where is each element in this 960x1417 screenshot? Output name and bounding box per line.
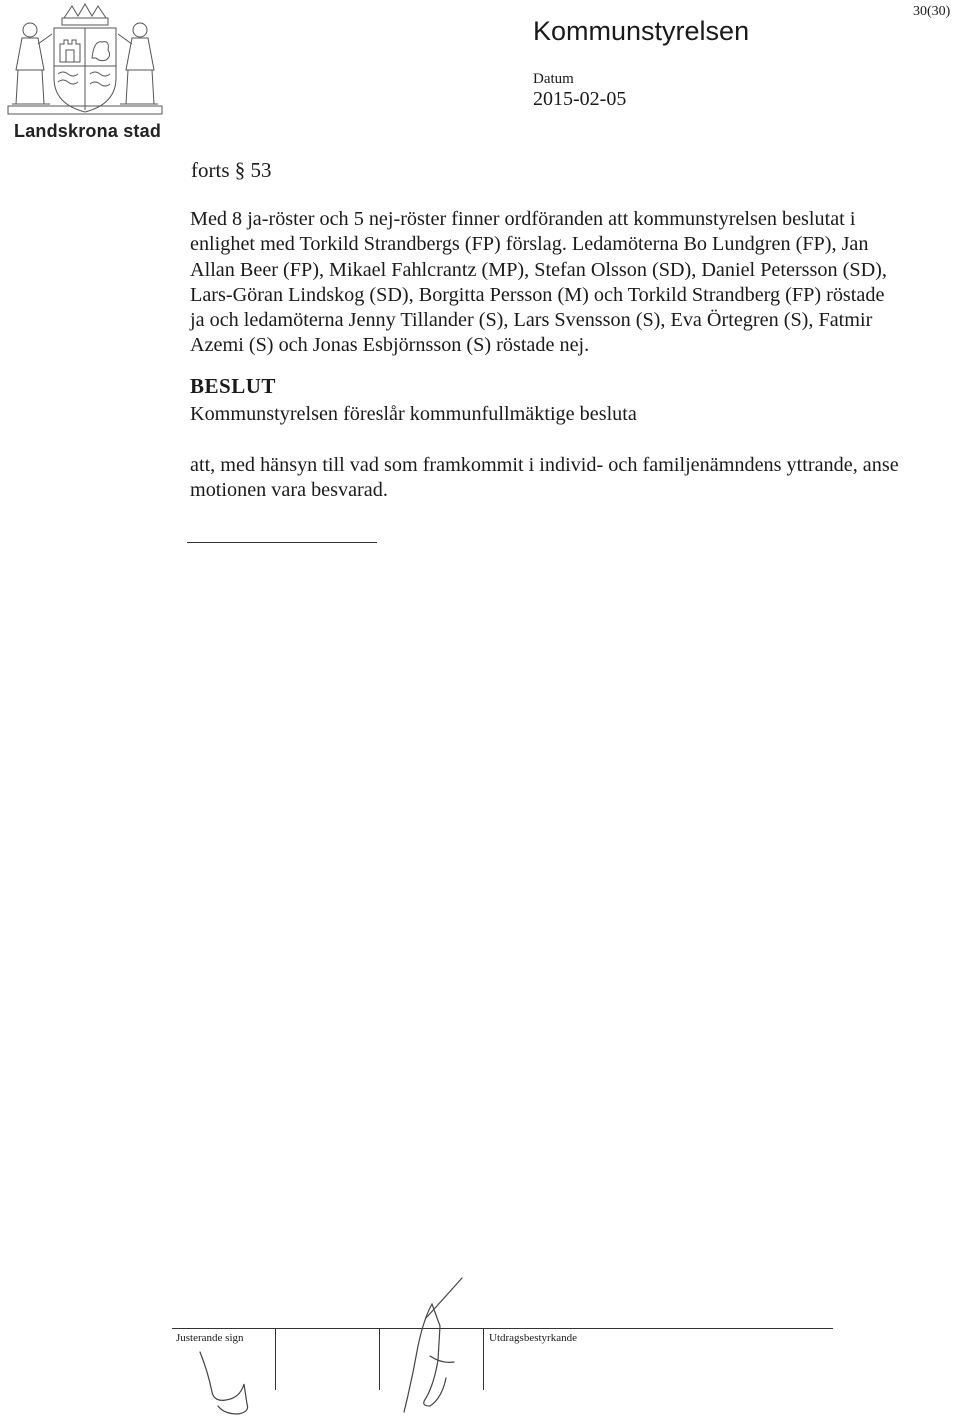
organization-name: Landskrona stad bbox=[14, 121, 162, 141]
date-label: Datum bbox=[533, 71, 574, 87]
date-value: 2015-02-05 bbox=[533, 88, 627, 110]
document-title: Kommunstyrelsen bbox=[533, 16, 750, 46]
footer-divider bbox=[483, 1328, 484, 1390]
utdrag-label: Utdragsbestyrkande bbox=[489, 1332, 577, 1344]
footer-divider bbox=[379, 1328, 380, 1390]
coat-of-arms-logo bbox=[2, 0, 168, 118]
decision-clause: att, med hänsyn till vad som framkommit i individ- och familjenämndens yttrande, anse motionen vara besvarad. bbox=[190, 454, 899, 501]
voting-paragraph: Med 8 ja-röster och 5 nej-röster finner ordföranden att kommunstyrelsen beslutat i enlighet med Torkild Strandbergs (FP) förslag. Ledamöterna Bo Lundgren (FP), Jan Allan Beer (FP), Mikael Fahlcrantz (MP), Stefan Olsson (SD), Daniel Petersson (SD), Lars-Göran Lindskog (SD), Borgitta Persson (M) och Torkild Strandberg (FP) röstade ja och ledamöterna Jenny Tillander (S), Lars Svensson (S), Eva Örtegren (S), Fatmir Azemi (S) och Jonas Esbjörnsson (S) röstade nej. bbox=[190, 208, 887, 357]
decision-heading: BESLUT bbox=[190, 374, 276, 398]
decision-intro: Kommunstyrelsen föreslår kommunfullmäktige besluta bbox=[190, 403, 637, 425]
justering-label: Justerande sign bbox=[176, 1332, 244, 1344]
footer-rule bbox=[172, 1328, 833, 1329]
section-reference: forts § 53 bbox=[191, 158, 272, 182]
page-number: 30(30) bbox=[913, 4, 951, 19]
section-separator bbox=[187, 542, 377, 543]
footer-divider bbox=[275, 1328, 276, 1390]
